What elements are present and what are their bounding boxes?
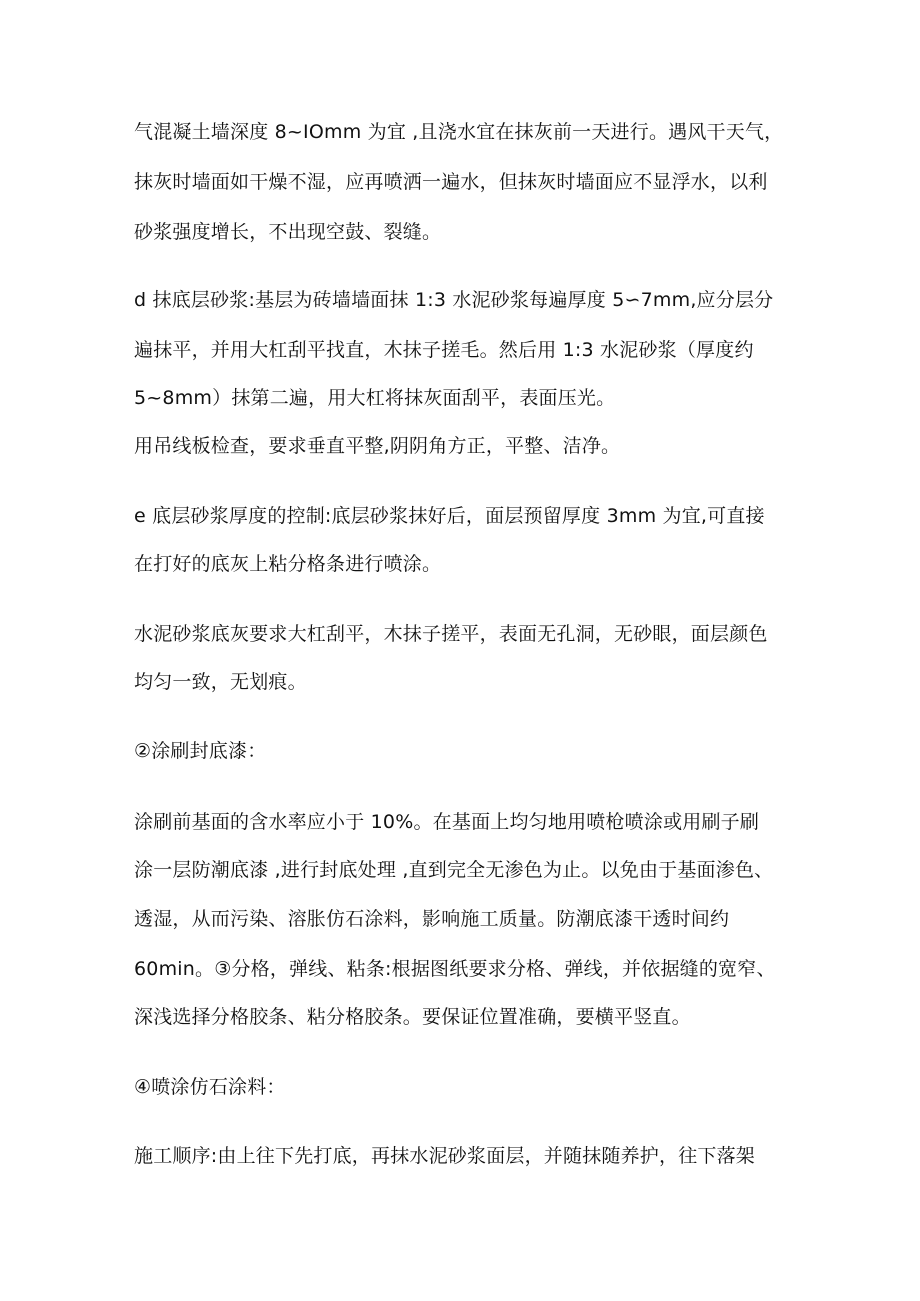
section-heading: ②涂刷封底漆： bbox=[134, 740, 267, 762]
text-line: 60min。③分格，弹线、粘条:根据图纸要求分格、弹线，并依据缝的宽窄、 bbox=[134, 958, 776, 980]
section-heading: ④喷涂仿石涂料： bbox=[134, 1076, 286, 1098]
text-line: 施工顺序:由上往下先打底，再抹水泥砂浆面层，并随抹随养护，往下落架 bbox=[134, 1145, 756, 1167]
text-line: 5~8mm）抹第二遍，用大杠将抹灰面刮平，表面压光。 bbox=[134, 387, 616, 409]
text-line: 涂一层防潮底漆 ,进行封底处理 ,直到完全无渗色为止。以免由于基面渗色、 bbox=[134, 859, 774, 881]
text-line: 透湿，从而污染、溶胀仿石涂料，影响施工质量。防潮底漆干透时间约 bbox=[134, 908, 730, 930]
text-line: 遍抹平，并用大杠刮平找直，木抹子搓毛。然后用 1:3 水泥砂浆（厚度约 bbox=[134, 339, 754, 361]
text-line: 均匀一致，无划痕。 bbox=[134, 671, 307, 693]
text-line: 在打好的底灰上粘分格条进行喷涂。 bbox=[134, 553, 442, 575]
text-line: 水泥砂浆底灰要求大杠刮平，木抹子搓平，表面无孔洞，无砂眼，面层颜色 bbox=[134, 623, 768, 645]
text-line: d 抹底层砂浆:基层为砖墙墙面抹 1:3 水泥砂浆每遍厚度 5∽7mm,应分层分 bbox=[134, 289, 774, 311]
text-line: 气混凝土墙深度 8~IOmm 为宜 ,且浇水宜在抹灰前一天进行。遇风干天气， bbox=[134, 121, 784, 143]
text-line: 抹灰时墙面如干燥不湿，应再喷洒一遍水，但抹灰时墙面应不显浮水，以利 bbox=[134, 171, 768, 193]
text-line: 深浅选择分格胶条、粘分格胶条。要保证位置准确，要横平竖直。 bbox=[134, 1006, 691, 1028]
text-line: e 底层砂浆厚度的控制:底层砂浆抹好后，面层预留厚度 3mm 为宜,可直接 bbox=[134, 505, 765, 527]
text-line: 砂浆强度增长，不出现空鼓、裂缝。 bbox=[134, 221, 442, 243]
text-line: 用吊线板检查，要求垂直平整,阴阴角方正，平整、洁净。 bbox=[134, 435, 621, 457]
text-line: 涂刷前基面的含水率应小于 10%。在基面上均匀地用喷枪喷涂或用刷子刷 bbox=[134, 811, 760, 833]
